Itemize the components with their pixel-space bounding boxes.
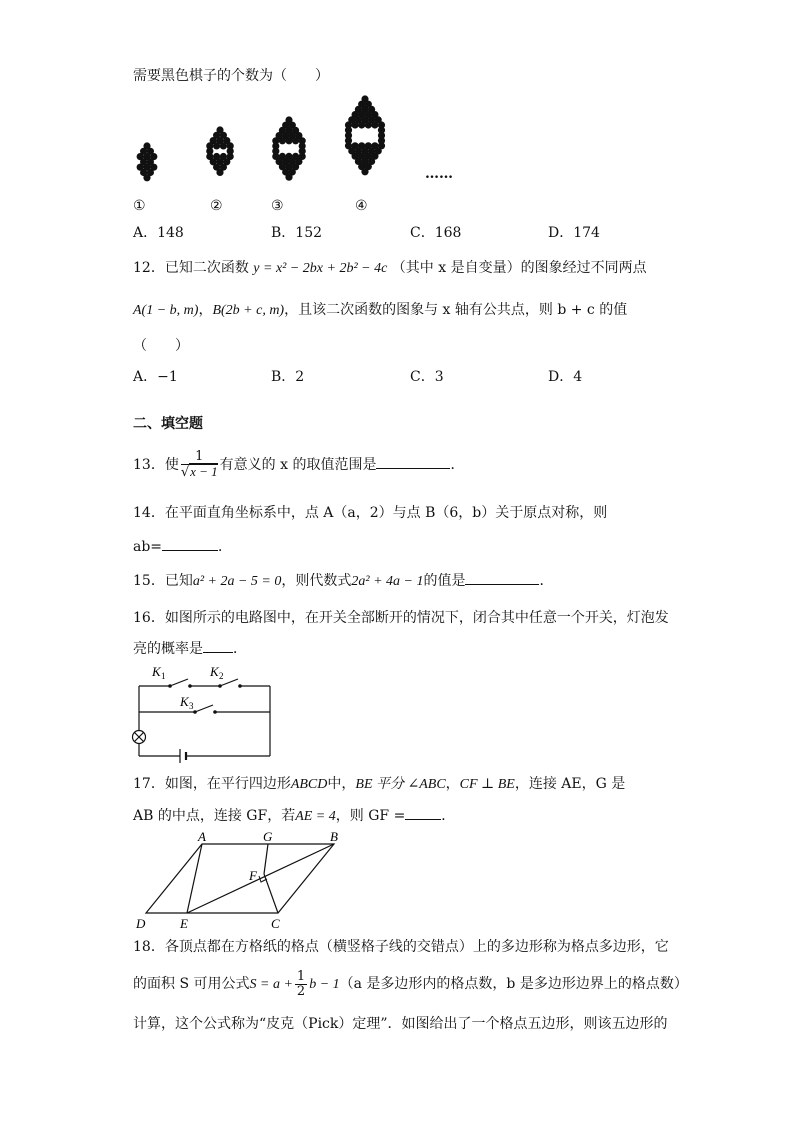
q15-text: 15．已知 — [133, 573, 193, 589]
q12-line-1 — [133, 258, 647, 279]
q15-line — [133, 570, 553, 592]
q18-formula-lhs: S = a + — [249, 977, 293, 992]
pattern-4-dot — [358, 121, 365, 128]
q13-period: ． — [450, 457, 465, 473]
q17-period: ． — [441, 808, 456, 824]
q12-point-b: B(2b + c, m) — [212, 303, 285, 318]
pattern-1-dot — [143, 174, 150, 181]
q13-line — [133, 450, 464, 480]
q15-answer-blank[interactable] — [465, 570, 539, 585]
figure-ellipsis: …… — [425, 166, 453, 182]
q15-expression-formula: 2a² + 4a − 1 — [351, 574, 424, 589]
q12-point-a: A(1 − b, m) — [133, 303, 199, 318]
q17-text-5: ，则 GF = — [335, 808, 406, 824]
vertex-b-label: B — [330, 829, 338, 844]
q11-option-a: A．148 — [133, 225, 184, 241]
q12-option-c: C．3 — [410, 369, 444, 385]
figure-label-3: ③ — [271, 198, 284, 214]
q12-text-3: ，且该二次函数的图象与 x 轴有公共点，则 b + c 的值 — [284, 302, 628, 318]
q16-line-1: 16．如图所示的电路图中，在开关全部断开的情况下，闭合其中任意一个开关，灯泡发 — [133, 610, 669, 626]
q14-answer-blank[interactable] — [162, 536, 218, 551]
q18-line-3: 计算，这个公式称为“皮克（Pick）定理”．如图给出了一个格点五边形，则该五边形的 — [133, 1016, 668, 1032]
figure-label-4: ④ — [355, 198, 368, 214]
q16-period: ． — [233, 641, 247, 657]
q17-be-bisects: BE 平分 ∠ABC — [355, 777, 446, 792]
pattern-3-dot — [292, 137, 299, 144]
pattern-2-dot — [216, 169, 223, 176]
q11-option-c: C．168 — [410, 225, 462, 241]
figure-label-2: ② — [210, 198, 223, 214]
switch-k2-label: K — [210, 664, 219, 679]
q13-answer-blank[interactable] — [376, 454, 450, 469]
pattern-4-dot — [361, 168, 368, 175]
point-f-label: F — [249, 868, 257, 883]
segment-ae — [187, 844, 202, 913]
point-e-label: E — [180, 916, 188, 931]
q17-text-2: 中， — [327, 776, 356, 792]
q13-text-2: 有意义的 x 的取值范围是 — [219, 457, 377, 473]
q18-line-2 — [133, 969, 688, 1000]
pattern-3-dot — [285, 174, 292, 181]
q14-line-1: 14．在平面直角坐标系中，点 A（a，2）与点 B（6，b）关于原点对称，则 — [133, 505, 608, 521]
pattern-4-dot — [365, 121, 372, 128]
pattern-4-dot — [352, 121, 359, 128]
figure-label-1: ① — [133, 198, 146, 214]
parallelogram-abcd — [146, 844, 334, 913]
q12-answer-paren: （ ） — [133, 338, 189, 354]
pattern-2-dot — [213, 142, 220, 149]
switch-k1-label: K — [152, 664, 161, 679]
q14-line-2 — [133, 536, 232, 557]
pattern-3-dot — [279, 137, 286, 144]
q18-line-1: 18．各顶点都在方格纸的格点（横竖格子线的交错点）上的多边形称为格点多边形，它 — [133, 939, 669, 955]
q13-fraction-denominator: x − 1 — [190, 464, 218, 479]
sqrt-icon: √ — [180, 465, 190, 480]
switch-k3-label: K — [180, 694, 189, 709]
switch-k3-subscript: 3 — [189, 701, 194, 711]
q11-option-d: D．174 — [548, 225, 600, 241]
segment-gf — [264, 844, 268, 874]
q12-option-d: D．4 — [548, 369, 583, 385]
q16-text: 亮的概率是 — [133, 641, 203, 657]
q11-option-b: B．152 — [271, 225, 323, 241]
q18-fraction — [295, 970, 307, 999]
vertex-c-label: C — [271, 916, 280, 931]
q17-text: 17．如图，在平行四边形 — [133, 776, 291, 792]
switch-k2-subscript: 2 — [219, 671, 224, 681]
pattern-2-dot — [220, 142, 227, 149]
q13-fraction — [181, 450, 218, 480]
q15-condition-formula: a² + 2a − 5 = 0 — [192, 574, 282, 589]
q12-option-b: B．2 — [271, 369, 305, 385]
q18-text: 的面积 S 可用公式 — [133, 976, 250, 992]
circuit-diagram — [130, 662, 280, 762]
q18-text-2: （a 是多边形内的格点数，b 是多边形边界上的格点数） — [339, 976, 688, 992]
q16-answer-blank[interactable] — [203, 638, 233, 653]
q18-formula-rhs: b − 1 — [309, 977, 340, 992]
q15-text-2: ，则代数式 — [281, 573, 352, 589]
q17-cf-perp: CF ⊥ BE — [459, 777, 515, 792]
segment-be — [187, 844, 334, 913]
q16-line-2 — [133, 638, 247, 659]
q18-fraction-numerator: 1 — [296, 968, 306, 984]
q12-function-formula: y = x² − 2bx + 2b² − 4c — [253, 261, 388, 276]
q12-line-2 — [133, 300, 627, 321]
vertex-d-label: D — [136, 916, 146, 931]
q13-fraction-numerator: 1 — [181, 450, 218, 465]
q18-fraction-denominator: 2 — [296, 983, 306, 999]
q12-text-2: （其中 x 是自变量）的图象经过不同两点 — [391, 260, 647, 276]
q11-pattern-figures — [0, 0, 794, 215]
q17-ae-condition: AE = 4 — [295, 809, 336, 824]
pattern-4-dot — [371, 121, 378, 128]
pattern-3-dot — [285, 137, 292, 144]
switch-k1-subscript: 1 — [161, 671, 166, 681]
point-g-label: G — [263, 829, 273, 844]
bulb-icon — [133, 731, 146, 744]
q12-separator: ， — [198, 302, 213, 318]
q14-text: ab= — [133, 539, 163, 555]
section-title: 二、填空题 — [133, 416, 203, 432]
q14-period: ． — [218, 539, 233, 555]
vertex-a-label: A — [198, 829, 206, 844]
q12-option-a: A．−1 — [133, 369, 178, 385]
q17-line-1 — [133, 774, 625, 795]
parallelogram-figure — [130, 830, 350, 930]
q17-separator: ， — [445, 776, 460, 792]
q15-period: ． — [539, 573, 554, 589]
q17-line-2 — [133, 805, 455, 827]
q11-stem-tail: 需要黑色棋子的个数为（ ） — [133, 68, 329, 84]
q15-text-3: 的值是 — [423, 573, 466, 589]
q12-text: 12．已知二次函数 — [133, 260, 249, 276]
q17-answer-blank[interactable] — [405, 805, 441, 820]
q13-text: 13．使 — [133, 457, 179, 473]
q17-text-4: AB 的中点，连接 GF，若 — [133, 808, 296, 824]
q17-text-3: ，连接 AE，G 是 — [514, 776, 626, 792]
q17-abcd: ABCD — [290, 777, 328, 792]
